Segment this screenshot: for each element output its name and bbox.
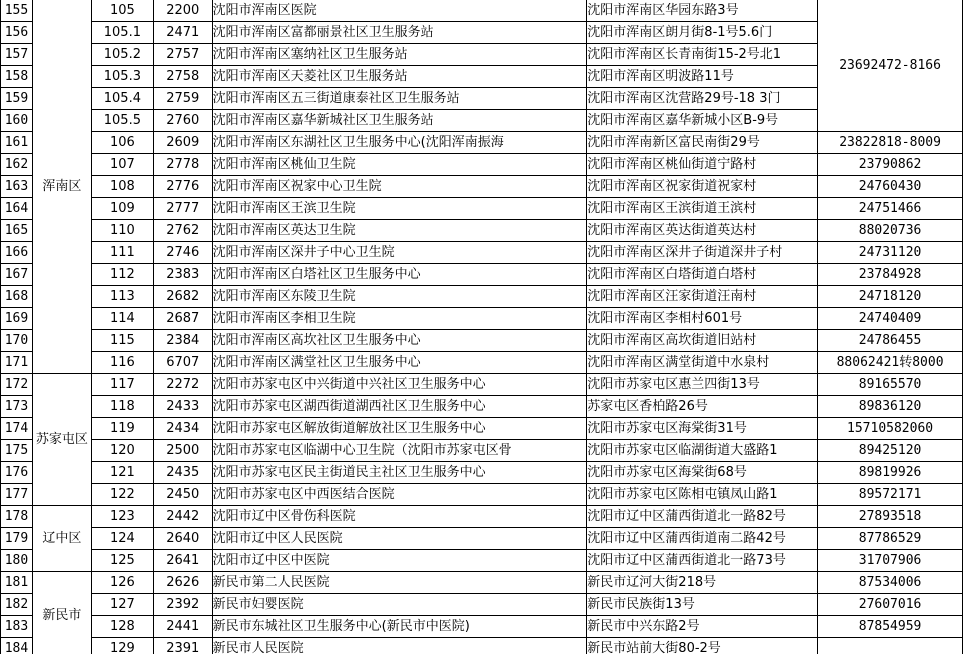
district-cell[interactable]: 辽中区 bbox=[32, 506, 91, 572]
sequence-cell[interactable]: 105.1 bbox=[91, 22, 153, 44]
district-cell[interactable]: 苏家屯区 bbox=[32, 374, 91, 506]
row-number-cell[interactable]: 180 bbox=[1, 550, 33, 572]
address-cell[interactable]: 沈阳市浑南区祝家街道祝家村 bbox=[587, 176, 818, 198]
sequence-cell[interactable]: 111 bbox=[91, 242, 153, 264]
row-number-cell[interactable]: 166 bbox=[1, 242, 33, 264]
code-cell[interactable]: 2641 bbox=[153, 550, 212, 572]
table-row bbox=[1, 572, 963, 594]
table-row bbox=[1, 132, 963, 154]
institution-name-cell[interactable]: 新民市第二人民医院 bbox=[212, 572, 587, 594]
table-row bbox=[1, 308, 963, 330]
phone-cell[interactable]: 24740409 bbox=[818, 308, 963, 330]
phone-cell[interactable]: 24731120 bbox=[818, 242, 963, 264]
table-row bbox=[1, 484, 963, 506]
sequence-cell[interactable]: 124 bbox=[91, 528, 153, 550]
phone-cell[interactable]: 88062421转8000 bbox=[818, 352, 963, 374]
table-row bbox=[1, 286, 963, 308]
institution-name-cell[interactable]: 沈阳市辽中区中医院 bbox=[212, 550, 587, 572]
table-row bbox=[1, 154, 963, 176]
sequence-cell[interactable]: 126 bbox=[91, 572, 153, 594]
sequence-cell[interactable]: 107 bbox=[91, 154, 153, 176]
address-cell[interactable]: 沈阳市浑南区桃仙街道宁路村 bbox=[587, 154, 818, 176]
address-cell[interactable]: 沈阳市浑南区王滨街道王滨村 bbox=[587, 198, 818, 220]
row-number-cell[interactable]: 164 bbox=[1, 198, 33, 220]
phone-cell[interactable]: 87854959 bbox=[818, 616, 963, 638]
institution-name-cell[interactable]: 沈阳市苏家屯区民主街道民主社区卫生服务中心 bbox=[212, 462, 587, 484]
code-cell[interactable]: 2776 bbox=[153, 176, 212, 198]
table-row bbox=[1, 396, 963, 418]
address-cell[interactable]: 沈阳市辽中区蒲西街道南二路42号 bbox=[587, 528, 818, 550]
table-row bbox=[1, 638, 963, 654]
phone-cell[interactable]: 89836120 bbox=[818, 396, 963, 418]
code-cell[interactable]: 2687 bbox=[153, 308, 212, 330]
sequence-cell[interactable]: 108 bbox=[91, 176, 153, 198]
sequence-cell[interactable]: 127 bbox=[91, 594, 153, 616]
sequence-cell[interactable]: 118 bbox=[91, 396, 153, 418]
phone-cell[interactable]: 24760430 bbox=[818, 176, 963, 198]
phone-cell[interactable]: 88020736 bbox=[818, 220, 963, 242]
code-cell[interactable]: 2200 bbox=[153, 0, 212, 22]
row-number-cell[interactable]: 160 bbox=[1, 110, 33, 132]
code-cell[interactable]: 2746 bbox=[153, 242, 212, 264]
row-number-cell[interactable]: 175 bbox=[1, 440, 33, 462]
row-number-cell[interactable]: 182 bbox=[1, 594, 33, 616]
sequence-cell[interactable]: 123 bbox=[91, 506, 153, 528]
table-row bbox=[1, 176, 963, 198]
sequence-cell[interactable]: 122 bbox=[91, 484, 153, 506]
phone-cell[interactable]: 27607016 bbox=[818, 594, 963, 616]
phone-cell[interactable]: 89819926 bbox=[818, 462, 963, 484]
row-number-cell[interactable]: 165 bbox=[1, 220, 33, 242]
phone-cell[interactable]: 23784928 bbox=[818, 264, 963, 286]
row-number-cell[interactable]: 171 bbox=[1, 352, 33, 374]
table-row bbox=[1, 374, 963, 396]
sequence-cell[interactable]: 112 bbox=[91, 264, 153, 286]
sequence-cell[interactable]: 117 bbox=[91, 374, 153, 396]
phone-cell[interactable]: 87786529 bbox=[818, 528, 963, 550]
row-number-cell[interactable]: 157 bbox=[1, 44, 33, 66]
sequence-cell[interactable]: 129 bbox=[91, 638, 153, 654]
sequence-cell[interactable]: 113 bbox=[91, 286, 153, 308]
table-row bbox=[1, 242, 963, 264]
institution-name-cell[interactable]: 沈阳市苏家屯区中兴街道中兴社区卫生服务中心 bbox=[212, 374, 587, 396]
institution-name-cell[interactable]: 沈阳市辽中区人民医院 bbox=[212, 528, 587, 550]
institution-name-cell[interactable]: 沈阳市浑南区王滨卫生院 bbox=[212, 198, 587, 220]
sequence-cell[interactable]: 105.5 bbox=[91, 110, 153, 132]
sequence-cell[interactable]: 115 bbox=[91, 330, 153, 352]
row-number-cell[interactable]: 183 bbox=[1, 616, 33, 638]
address-cell[interactable]: 沈阳市浑南区汪家街道汪南村 bbox=[587, 286, 818, 308]
address-cell[interactable]: 沈阳市浑南新区富民南街29号 bbox=[587, 132, 818, 154]
institution-name-cell[interactable]: 沈阳市苏家屯区解放街道解放社区卫生服务中心 bbox=[212, 418, 587, 440]
address-cell[interactable]: 沈阳市辽中区蒲西街道北一路73号 bbox=[587, 550, 818, 572]
phone-cell[interactable]: 31707906 bbox=[818, 550, 963, 572]
row-number-cell[interactable]: 158 bbox=[1, 66, 33, 88]
code-cell[interactable]: 2759 bbox=[153, 88, 212, 110]
code-cell[interactable]: 6707 bbox=[153, 352, 212, 374]
sequence-cell[interactable]: 120 bbox=[91, 440, 153, 462]
address-cell[interactable]: 沈阳市浑南区朗月街8-1号5.6门 bbox=[587, 22, 818, 44]
phone-cell[interactable]: 89425120 bbox=[818, 440, 963, 462]
sequence-cell[interactable]: 128 bbox=[91, 616, 153, 638]
code-cell[interactable]: 2450 bbox=[153, 484, 212, 506]
phone-cell[interactable]: 24751466 bbox=[818, 198, 963, 220]
table-row bbox=[1, 506, 963, 528]
address-cell[interactable]: 沈阳市浑南区高坎街道旧站村 bbox=[587, 330, 818, 352]
address-cell[interactable]: 苏家屯区香柏路26号 bbox=[587, 396, 818, 418]
institution-name-cell[interactable]: 沈阳市浑南区五三街道康泰社区卫生服务站 bbox=[212, 88, 587, 110]
address-cell[interactable]: 沈阳市浑南区长青南街15-2号北1 bbox=[587, 44, 818, 66]
row-number-cell[interactable]: 184 bbox=[1, 638, 33, 654]
table-row bbox=[1, 352, 963, 374]
code-cell[interactable]: 2778 bbox=[153, 154, 212, 176]
sequence-cell[interactable]: 121 bbox=[91, 462, 153, 484]
code-cell[interactable]: 2442 bbox=[153, 506, 212, 528]
sequence-cell[interactable]: 105.3 bbox=[91, 66, 153, 88]
sequence-cell[interactable]: 110 bbox=[91, 220, 153, 242]
address-cell[interactable]: 沈阳市苏家屯区海棠街31号 bbox=[587, 418, 818, 440]
code-cell[interactable]: 2500 bbox=[153, 440, 212, 462]
sequence-cell[interactable]: 119 bbox=[91, 418, 153, 440]
phone-cell[interactable]: 89165570 bbox=[818, 374, 963, 396]
table-row bbox=[1, 616, 963, 638]
address-cell[interactable]: 沈阳市浑南区沈营路29号-18 3门 bbox=[587, 88, 818, 110]
code-cell[interactable]: 2434 bbox=[153, 418, 212, 440]
code-cell[interactable]: 2640 bbox=[153, 528, 212, 550]
institution-name-cell[interactable]: 沈阳市浑南区医院 bbox=[212, 0, 587, 22]
institution-name-cell[interactable]: 沈阳市辽中区骨伤科医院 bbox=[212, 506, 587, 528]
district-cell[interactable]: 浑南区 bbox=[32, 0, 91, 374]
phone-cell[interactable]: 15710582060 bbox=[818, 418, 963, 440]
table-row bbox=[1, 440, 963, 462]
row-number-cell[interactable]: 162 bbox=[1, 154, 33, 176]
phone-cell[interactable]: 27893518 bbox=[818, 506, 963, 528]
code-cell[interactable]: 2609 bbox=[153, 132, 212, 154]
institution-name-cell[interactable]: 沈阳市苏家屯区临湖中心卫生院（沈阳市苏家屯区骨 bbox=[212, 440, 587, 462]
institution-name-cell[interactable]: 新民市妇婴医院 bbox=[212, 594, 587, 616]
code-cell[interactable]: 2760 bbox=[153, 110, 212, 132]
table-row bbox=[1, 198, 963, 220]
phone-cell[interactable]: 24718120 bbox=[818, 286, 963, 308]
table-row bbox=[1, 550, 963, 572]
address-cell[interactable]: 新民市辽河大街218号 bbox=[587, 572, 818, 594]
row-number-cell[interactable]: 167 bbox=[1, 264, 33, 286]
phone-cell[interactable]: 87534006 bbox=[818, 572, 963, 594]
code-cell[interactable]: 2471 bbox=[153, 22, 212, 44]
institution-name-cell[interactable]: 沈阳市浑南区富都丽景社区卫生服务站 bbox=[212, 22, 587, 44]
code-cell[interactable]: 2762 bbox=[153, 220, 212, 242]
address-cell[interactable]: 沈阳市浑南区深井子街道深井子村 bbox=[587, 242, 818, 264]
sequence-cell[interactable]: 105.2 bbox=[91, 44, 153, 66]
address-cell[interactable]: 沈阳市苏家屯区惠兰四街13号 bbox=[587, 374, 818, 396]
table-row bbox=[1, 528, 963, 550]
address-cell[interactable]: 沈阳市辽中区蒲西街道北一路82号 bbox=[587, 506, 818, 528]
code-cell[interactable]: 2272 bbox=[153, 374, 212, 396]
address-cell[interactable]: 沈阳市苏家屯区海棠街68号 bbox=[587, 462, 818, 484]
institution-name-cell[interactable]: 沈阳市苏家屯区中西医结合医院 bbox=[212, 484, 587, 506]
institution-name-cell[interactable]: 沈阳市浑南区李相卫生院 bbox=[212, 308, 587, 330]
code-cell[interactable]: 2777 bbox=[153, 198, 212, 220]
table-row bbox=[1, 0, 963, 22]
row-number-cell[interactable]: 176 bbox=[1, 462, 33, 484]
address-cell[interactable]: 新民市中兴东路2号 bbox=[587, 616, 818, 638]
row-number-cell[interactable]: 172 bbox=[1, 374, 33, 396]
phone-cell[interactable]: 23790862 bbox=[818, 154, 963, 176]
row-number-cell[interactable]: 155 bbox=[1, 0, 33, 22]
code-cell[interactable]: 2682 bbox=[153, 286, 212, 308]
row-number-cell[interactable]: 163 bbox=[1, 176, 33, 198]
row-number-cell[interactable]: 179 bbox=[1, 528, 33, 550]
sequence-cell[interactable]: 106 bbox=[91, 132, 153, 154]
district-cell[interactable]: 新民市 bbox=[32, 572, 91, 654]
phone-cell[interactable] bbox=[818, 638, 963, 654]
code-cell[interactable]: 2626 bbox=[153, 572, 212, 594]
code-cell[interactable]: 2435 bbox=[153, 462, 212, 484]
institution-name-cell[interactable]: 新民市东城社区卫生服务中心(新民市中医院) bbox=[212, 616, 587, 638]
institution-name-cell[interactable]: 沈阳市浑南区天菱社区卫生服务站 bbox=[212, 66, 587, 88]
row-number-cell[interactable]: 177 bbox=[1, 484, 33, 506]
institution-name-cell[interactable]: 沈阳市浑南区祝家中心卫生院 bbox=[212, 176, 587, 198]
code-cell[interactable]: 2383 bbox=[153, 264, 212, 286]
table-row bbox=[1, 220, 963, 242]
table-row bbox=[1, 418, 963, 440]
row-number-cell[interactable]: 156 bbox=[1, 22, 33, 44]
institution-name-cell[interactable]: 沈阳市浑南区英达卫生院 bbox=[212, 220, 587, 242]
table-row bbox=[1, 264, 963, 286]
sequence-cell[interactable]: 109 bbox=[91, 198, 153, 220]
phone-cell[interactable]: 23822818-8009 bbox=[818, 132, 963, 154]
address-cell[interactable]: 沈阳市浑南区白塔街道白塔村 bbox=[587, 264, 818, 286]
code-cell[interactable]: 2757 bbox=[153, 44, 212, 66]
code-cell[interactable]: 2391 bbox=[153, 638, 212, 654]
sequence-cell[interactable]: 125 bbox=[91, 550, 153, 572]
table-row bbox=[1, 330, 963, 352]
institution-name-cell[interactable]: 沈阳市浑南区桃仙卫生院 bbox=[212, 154, 587, 176]
row-number-cell[interactable]: 174 bbox=[1, 418, 33, 440]
institution-name-cell[interactable]: 沈阳市浑南区满堂社区卫生服务中心 bbox=[212, 352, 587, 374]
row-number-cell[interactable]: 170 bbox=[1, 330, 33, 352]
phone-cell[interactable]: 24786455 bbox=[818, 330, 963, 352]
address-cell[interactable]: 沈阳市浑南区明波路11号 bbox=[587, 66, 818, 88]
sequence-cell[interactable]: 114 bbox=[91, 308, 153, 330]
institution-name-cell[interactable]: 沈阳市浑南区塞纳社区卫生服务站 bbox=[212, 44, 587, 66]
phone-cell[interactable]: 23692472-8166 bbox=[818, 0, 963, 132]
code-cell[interactable]: 2758 bbox=[153, 66, 212, 88]
row-number-cell[interactable]: 173 bbox=[1, 396, 33, 418]
table-row bbox=[1, 462, 963, 484]
sequence-cell[interactable]: 105.4 bbox=[91, 88, 153, 110]
code-cell[interactable]: 2384 bbox=[153, 330, 212, 352]
address-cell[interactable]: 沈阳市苏家屯区临湖街道大盛路1 bbox=[587, 440, 818, 462]
row-number-cell[interactable]: 159 bbox=[1, 88, 33, 110]
phone-cell[interactable]: 89572171 bbox=[818, 484, 963, 506]
row-number-cell[interactable]: 169 bbox=[1, 308, 33, 330]
address-cell[interactable]: 沈阳市浑南区华园东路3号 bbox=[587, 0, 818, 22]
address-cell[interactable]: 沈阳市浑南区嘉华新城小区B-9号 bbox=[587, 110, 818, 132]
address-cell[interactable]: 沈阳市浑南区满堂街道中水泉村 bbox=[587, 352, 818, 374]
address-cell[interactable]: 新民市站前大街80-2号 bbox=[587, 638, 818, 654]
table-row bbox=[1, 594, 963, 616]
address-cell[interactable]: 沈阳市浑南区英达街道英达村 bbox=[587, 220, 818, 242]
institution-name-cell[interactable]: 沈阳市苏家屯区湖西街道湖西社区卫生服务中心 bbox=[212, 396, 587, 418]
row-number-cell[interactable]: 161 bbox=[1, 132, 33, 154]
institution-name-cell[interactable]: 沈阳市浑南区东陵卫生院 bbox=[212, 286, 587, 308]
code-cell[interactable]: 2441 bbox=[153, 616, 212, 638]
row-number-cell[interactable]: 181 bbox=[1, 572, 33, 594]
address-cell[interactable]: 沈阳市苏家屯区陈相屯镇凤山路1 bbox=[587, 484, 818, 506]
institution-name-cell[interactable]: 沈阳市浑南区深井子中心卫生院 bbox=[212, 242, 587, 264]
institution-name-cell[interactable]: 沈阳市浑南区白塔社区卫生服务中心 bbox=[212, 264, 587, 286]
institution-name-cell[interactable]: 新民市人民医院 bbox=[212, 638, 587, 654]
row-number-cell[interactable]: 178 bbox=[1, 506, 33, 528]
row-number-cell[interactable]: 168 bbox=[1, 286, 33, 308]
address-cell[interactable]: 沈阳市浑南区李相村601号 bbox=[587, 308, 818, 330]
address-cell[interactable]: 新民市民族街13号 bbox=[587, 594, 818, 616]
code-cell[interactable]: 2392 bbox=[153, 594, 212, 616]
code-cell[interactable]: 2433 bbox=[153, 396, 212, 418]
institution-name-cell[interactable]: 沈阳市浑南区东湖社区卫生服务中心(沈阳浑南振海 bbox=[212, 132, 587, 154]
institution-name-cell[interactable]: 沈阳市浑南区高坎社区卫生服务中心 bbox=[212, 330, 587, 352]
institution-name-cell[interactable]: 沈阳市浑南区嘉华新城社区卫生服务站 bbox=[212, 110, 587, 132]
sequence-cell[interactable]: 105 bbox=[91, 0, 153, 22]
sequence-cell[interactable]: 116 bbox=[91, 352, 153, 374]
